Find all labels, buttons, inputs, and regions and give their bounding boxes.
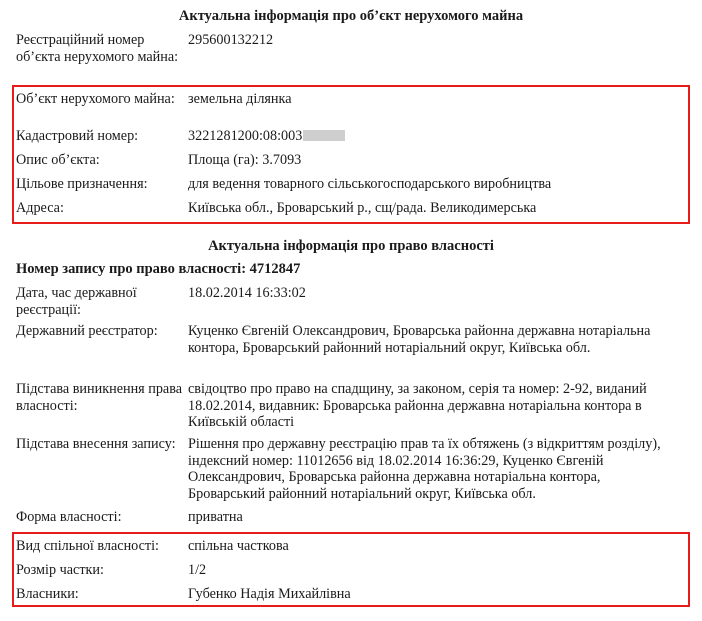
value-cadastral-number xyxy=(188,128,690,145)
label-object: Об’єкт нерухомого майна: xyxy=(16,91,175,107)
label-registrar: Державний реєстратор: xyxy=(16,323,158,339)
label-cadastral-number: Кадастровий номер: xyxy=(16,128,139,144)
label-joint-ownership-type: Вид спільної власності: xyxy=(16,538,159,554)
row-address xyxy=(0,200,690,217)
value-registration-date: 18.02.2014 16:33:02 xyxy=(188,285,306,301)
row-ownership-form xyxy=(0,509,690,526)
value-basis-of-record: Рішення про державну реєстрацію прав та їх обтяжень (з відкриттям розділу), індексний номер: 11012656 від 18.02.2014 16:36:29, Куценко Євгеній Олександрович, Броварська районна державна нотаріальна контора, Броварський районний нотаріальний округ, Київська обл. xyxy=(188,436,661,502)
label-owners: Власники: xyxy=(16,586,79,602)
value-object: земельна ділянка xyxy=(188,91,292,107)
redacted-block xyxy=(303,130,345,141)
label-purpose: Цільове призначення: xyxy=(16,176,148,192)
value-ownership-form: приватна xyxy=(188,509,243,525)
value-share-size: 1/2 xyxy=(188,562,207,578)
row-registration-date xyxy=(0,285,690,318)
row-cadastral-number xyxy=(0,128,690,145)
row-description xyxy=(0,152,690,169)
row-object xyxy=(0,91,690,108)
label-registration-number: Реєстраційний номер об’єкта нерухомого майна: xyxy=(16,32,179,65)
row-registrar xyxy=(0,323,690,356)
section-title-ownership: Актуальна інформація про право власності xyxy=(208,238,494,254)
row-owners xyxy=(0,586,690,603)
label-registration-date: Дата, час державної реєстрації: xyxy=(16,285,137,318)
label-ownership-form: Форма власності: xyxy=(16,509,122,525)
section-title-property: Актуальна інформація про об’єкт нерухомого майна xyxy=(178,8,524,24)
value-owners: Губенко Надія Михайлівна xyxy=(188,586,351,602)
row-purpose xyxy=(0,176,690,193)
row-joint-ownership-type xyxy=(0,538,690,555)
value-address: Київська обл., Броварський р., сщ/рада. Великодимерська xyxy=(188,200,537,216)
row-basis-of-record xyxy=(0,436,690,502)
value-description: Площа (га): 3.7093 xyxy=(188,152,302,168)
row-share-size xyxy=(0,562,690,579)
row-registration-number xyxy=(0,32,690,65)
label-description: Опис об’єкта: xyxy=(16,152,100,168)
label-basis-of-right: Підстава виникнення права власності: xyxy=(16,381,183,414)
label-share-size: Розмір частки: xyxy=(16,562,104,578)
value-registrar: Куценко Євгеній Олександрович, Броварська районна державна нотаріальна контора, Броварський районний нотаріальний округ, Київська обл. xyxy=(188,323,651,356)
label-basis-of-record: Підстава внесення запису: xyxy=(16,436,176,452)
value-basis-of-right: свідоцтво про право на спадщину, за законом, серія та номер: 2-92, виданий 18.02.2014, видавник: Броварська районна державна нотаріальна контора в Київській області xyxy=(188,381,647,430)
value-purpose: для ведення товарного сільськогосподарського виробництва xyxy=(188,176,552,192)
cadastral-number-text: 3221281200:08:003 xyxy=(188,128,303,144)
label-address: Адреса: xyxy=(16,200,64,216)
ownership-record-number: Номер запису про право власності: 4712847 xyxy=(16,261,301,277)
row-basis-of-right xyxy=(0,381,690,431)
value-joint-ownership-type: спільна часткова xyxy=(188,538,289,554)
value-registration-number: 295600132212 xyxy=(188,32,274,48)
